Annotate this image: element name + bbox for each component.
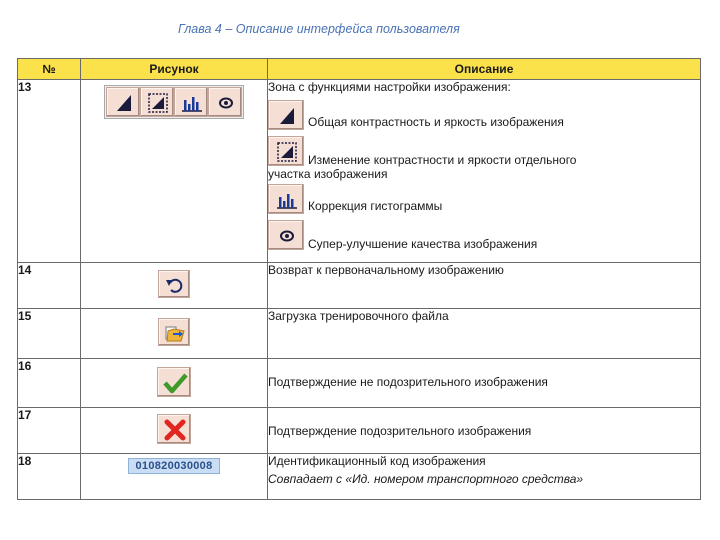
column-header-number: № — [18, 59, 81, 80]
table-row — [18, 454, 701, 500]
row-description — [268, 454, 701, 500]
image-id-code: 010820030008 — [128, 458, 219, 474]
histogram-icon — [268, 184, 304, 214]
histogram-icon[interactable] — [174, 87, 208, 117]
sub-item-text: Супер-улучшение качества изображения — [308, 237, 538, 251]
sub-item — [268, 180, 700, 216]
sub-item — [268, 98, 700, 136]
row-number: 18 — [18, 454, 81, 500]
table-row — [18, 309, 701, 359]
row-description-note: Совпадает с «Ид. номером транспортного средства» — [268, 472, 584, 486]
sub-item-text: Общая контрастность и яркость изображения — [308, 115, 564, 129]
row-description-text: Зона с функциями настройки изображения: — [268, 80, 511, 94]
row-picture — [81, 454, 268, 500]
row-picture — [81, 309, 268, 359]
row-number: 13 — [18, 80, 81, 263]
load-file-icon[interactable] — [158, 318, 190, 346]
image-tools-toolbar — [104, 85, 244, 119]
row-picture — [81, 408, 268, 454]
region-contrast-icon — [268, 136, 304, 166]
contrast-brightness-icon[interactable] — [106, 87, 140, 117]
row-description: Подтверждение подозрительного изображения — [268, 408, 701, 454]
chapter-title: Глава 4 – Описание интерфейса пользователя — [178, 22, 460, 36]
column-header-description: Описание — [268, 59, 701, 80]
row-description: Загрузка тренировочного файла — [268, 309, 701, 359]
row-description — [268, 80, 701, 263]
sub-item-text: Изменение контрастности и яркости отдельного — [308, 153, 577, 167]
contrast-brightness-icon — [268, 100, 304, 130]
table-row — [18, 80, 701, 263]
sub-item-text: участка изображения — [268, 167, 388, 181]
sub-item — [268, 216, 700, 254]
row-number: 15 — [18, 309, 81, 359]
red-cross-icon[interactable] — [157, 414, 191, 444]
checkmark-icon[interactable] — [157, 367, 191, 397]
row-picture — [81, 263, 268, 309]
table-row — [18, 263, 701, 309]
row-description: Возврат к первоначальному изображению — [268, 263, 701, 309]
sub-item-text: Коррекция гистограммы — [308, 199, 443, 213]
undo-icon[interactable] — [158, 270, 190, 298]
row-picture — [81, 80, 268, 263]
sub-item — [268, 136, 700, 180]
row-description-text: Идентификационный код изображения — [268, 454, 486, 468]
table-row — [18, 359, 701, 408]
row-description: Подтверждение не подозрительного изображения — [268, 359, 701, 408]
region-contrast-icon[interactable] — [140, 87, 174, 117]
super-enhance-icon — [268, 220, 304, 250]
interface-table — [17, 58, 701, 500]
table-header-row — [18, 59, 701, 80]
super-enhance-icon[interactable] — [208, 87, 242, 117]
row-number: 17 — [18, 408, 81, 454]
column-header-picture: Рисунок — [81, 59, 268, 80]
row-number: 14 — [18, 263, 81, 309]
table-row — [18, 408, 701, 454]
row-number: 16 — [18, 359, 81, 408]
row-picture — [81, 359, 268, 408]
